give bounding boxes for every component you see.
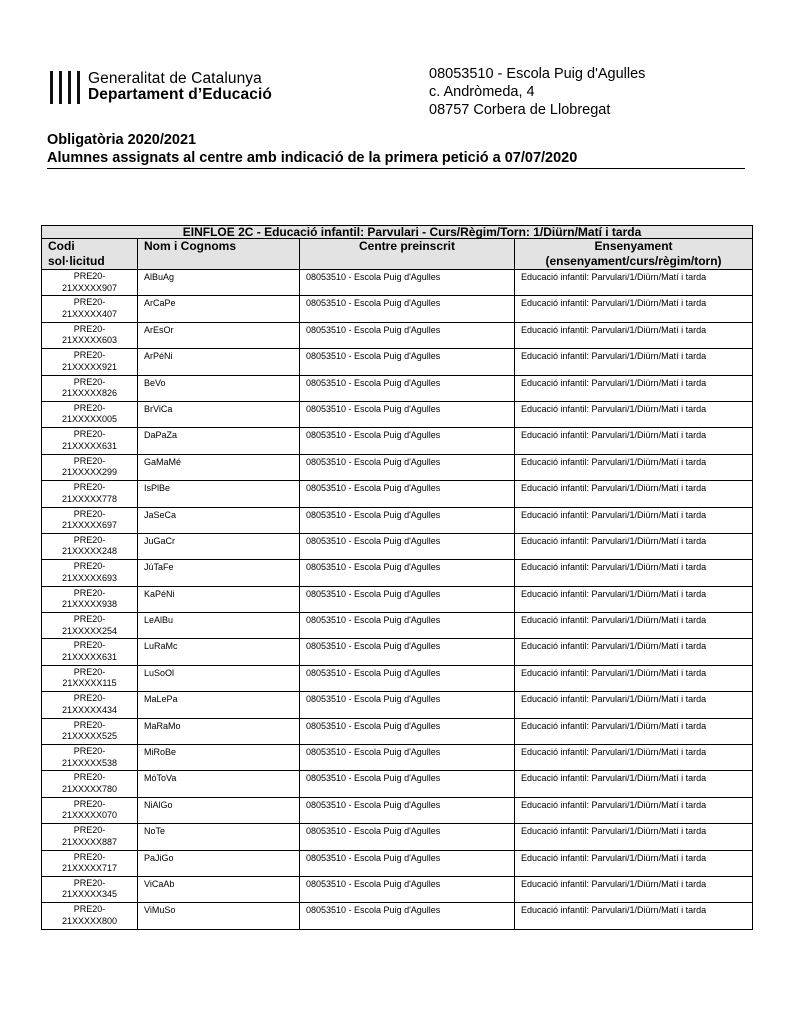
- table-row: [42, 797, 753, 823]
- codi-part: PRE20-: [73, 772, 106, 783]
- cell-codi: [42, 270, 138, 296]
- codi-part: 21XXXXX115: [62, 678, 117, 689]
- table-row: [42, 454, 753, 480]
- cell-nom: LuRaMc: [138, 639, 300, 665]
- table-row: [42, 692, 753, 718]
- cell-ensenyament: Educació infantil: Parvulari/1/Diürn/Matí i tarda: [515, 850, 753, 876]
- codi-part: 21XXXXX800: [61, 915, 118, 926]
- cell-nom: JúTaFe: [138, 560, 300, 586]
- codi-part: PRE20-: [73, 402, 106, 413]
- address-line: c. Andròmeda, 4: [429, 84, 535, 100]
- table-row: [42, 665, 753, 691]
- cell-centre: 08053510 - Escola Puig d'Agulles: [300, 560, 515, 586]
- senyera-icon: [50, 71, 80, 104]
- cell-nom: PaJiGo: [138, 850, 300, 876]
- org-line1: Generalitat de Catalunya: [88, 70, 262, 87]
- table-row: [42, 745, 753, 771]
- table-row: [42, 903, 753, 929]
- codi-part: 21XXXXX345: [61, 889, 118, 900]
- cell-ensenyament: Educació infantil: Parvulari/1/Diürn/Matí i tarda: [515, 375, 753, 401]
- codi-part: 21XXXXX921: [61, 361, 118, 372]
- column-header-ensenyament: [515, 239, 753, 270]
- table-row: [42, 560, 753, 586]
- table-row: [42, 428, 753, 454]
- cell-centre: 08053510 - Escola Puig d'Agulles: [300, 613, 515, 639]
- cell-nom: MaRaMo: [138, 718, 300, 744]
- codi-part: 21XXXXX780: [61, 783, 118, 794]
- codi-part: 21XXXXX434: [61, 704, 118, 715]
- codi-part: 21XXXXX603: [61, 335, 118, 346]
- cell-codi: [42, 824, 138, 850]
- cell-nom: IsPlBe: [138, 481, 300, 507]
- codi-part: 21XXXXX717: [61, 863, 118, 874]
- cell-centre: 08053510 - Escola Puig d'Agulles: [300, 322, 515, 348]
- cell-centre: 08053510 - Escola Puig d'Agulles: [300, 296, 515, 322]
- table-body: [42, 270, 753, 930]
- cell-centre: 08053510 - Escola Puig d'Agulles: [300, 428, 515, 454]
- cell-ensenyament: Educació infantil: Parvulari/1/Diürn/Matí i tarda: [515, 507, 753, 533]
- codi-part: PRE20-: [73, 534, 106, 545]
- cell-centre: 08053510 - Escola Puig d'Agulles: [300, 270, 515, 296]
- cell-nom: MiRoBe: [138, 745, 300, 771]
- cell-nom: DaPaZa: [138, 428, 300, 454]
- codi-part: PRE20-: [73, 297, 106, 308]
- title-line2: Alumnes assignats al centre amb indicació de la primera petició a 07/07/2020: [47, 150, 578, 166]
- cell-codi: [42, 375, 138, 401]
- table-row: [42, 586, 753, 612]
- cell-centre: 08053510 - Escola Puig d'Agulles: [300, 481, 515, 507]
- codi-part: PRE20-: [73, 666, 106, 677]
- codi-part: PRE20-: [73, 904, 106, 915]
- header-text: Codi: [48, 239, 75, 253]
- cell-codi: [42, 428, 138, 454]
- cell-ensenyament: Educació infantil: Parvulari/1/Diürn/Matí i tarda: [515, 401, 753, 427]
- cell-centre: 08053510 - Escola Puig d'Agulles: [300, 876, 515, 902]
- codi-part: PRE20-: [73, 877, 106, 888]
- cell-codi: [42, 692, 138, 718]
- column-header-centre: Centre preinscrit: [300, 239, 515, 270]
- codi-part: 21XXXXX005: [61, 414, 118, 425]
- organization-name: [88, 71, 272, 103]
- codi-part: PRE20-: [73, 429, 106, 440]
- codi-part: 21XXXXX525: [61, 731, 118, 742]
- table-row: [42, 639, 753, 665]
- cell-codi: [42, 903, 138, 929]
- cell-centre: 08053510 - Escola Puig d'Agulles: [300, 533, 515, 559]
- cell-nom: ArCaPe: [138, 296, 300, 322]
- cell-codi: [42, 401, 138, 427]
- cell-nom: MaLePa: [138, 692, 300, 718]
- codi-part: 21XXXXX248: [61, 546, 118, 557]
- header-text: (ensenyament/curs/règim/torn): [545, 254, 722, 268]
- cell-nom: NoTe: [138, 824, 300, 850]
- codi-part: 21XXXXX407: [61, 308, 118, 319]
- cell-nom: BrViCa: [138, 401, 300, 427]
- cell-nom: GaMaMé: [138, 454, 300, 480]
- school-address: [429, 65, 645, 119]
- section-title: EINFLOE 2C - Educació infantil: Parvulari - Curs/Règim/Torn: 1/Diürn/Matí i tarda: [42, 226, 753, 239]
- section-header-row: [42, 226, 753, 239]
- cell-codi: [42, 745, 138, 771]
- table-row: [42, 507, 753, 533]
- table-row: [42, 375, 753, 401]
- codi-part: PRE20-: [73, 798, 106, 809]
- cell-codi: [42, 718, 138, 744]
- cell-nom: MóToVa: [138, 771, 300, 797]
- cell-centre: 08053510 - Escola Puig d'Agulles: [300, 771, 515, 797]
- codi-part: PRE20-: [73, 271, 106, 281]
- codi-part: 21XXXXX938: [61, 599, 118, 610]
- cell-codi: [42, 665, 138, 691]
- cell-ensenyament: Educació infantil: Parvulari/1/Diürn/Matí i tarda: [515, 718, 753, 744]
- cell-ensenyament: Educació infantil: Parvulari/1/Diürn/Matí i tarda: [515, 639, 753, 665]
- cell-nom: ArPéNi: [138, 349, 300, 375]
- codi-part: 21XXXXX907: [61, 282, 118, 293]
- codi-part: 21XXXXX826: [61, 388, 118, 399]
- cell-ensenyament: Educació infantil: Parvulari/1/Diürn/Matí i tarda: [515, 454, 753, 480]
- cell-centre: 08053510 - Escola Puig d'Agulles: [300, 639, 515, 665]
- title-line1: Obligatòria 2020/2021: [47, 132, 197, 148]
- codi-part: PRE20-: [73, 825, 106, 836]
- cell-ensenyament: Educació infantil: Parvulari/1/Diürn/Matí i tarda: [515, 824, 753, 850]
- document-title: [47, 131, 745, 169]
- cell-centre: 08053510 - Escola Puig d'Agulles: [300, 375, 515, 401]
- codi-part: 21XXXXX070: [61, 810, 118, 821]
- cell-centre: 08053510 - Escola Puig d'Agulles: [300, 797, 515, 823]
- table-row: [42, 401, 753, 427]
- cell-nom: JuGaCr: [138, 533, 300, 559]
- cell-ensenyament: Educació infantil: Parvulari/1/Diürn/Matí i tarda: [515, 481, 753, 507]
- cell-codi: [42, 560, 138, 586]
- codi-part: 21XXXXX631: [61, 440, 118, 451]
- cell-centre: 08053510 - Escola Puig d'Agulles: [300, 903, 515, 929]
- cell-ensenyament: Educació infantil: Parvulari/1/Diürn/Matí i tarda: [515, 692, 753, 718]
- codi-part: PRE20-: [73, 693, 106, 704]
- cell-codi: [42, 613, 138, 639]
- codi-part: PRE20-: [73, 746, 106, 757]
- cell-codi: [42, 296, 138, 322]
- cell-ensenyament: Educació infantil: Parvulari/1/Diürn/Matí i tarda: [515, 533, 753, 559]
- students-table: [41, 225, 753, 930]
- codi-part: PRE20-: [73, 455, 106, 466]
- cell-ensenyament: Educació infantil: Parvulari/1/Diürn/Matí i tarda: [515, 296, 753, 322]
- codi-part: PRE20-: [73, 719, 106, 730]
- cell-codi: [42, 876, 138, 902]
- codi-part: 21XXXXX887: [61, 836, 118, 847]
- cell-centre: 08053510 - Escola Puig d'Agulles: [300, 665, 515, 691]
- cell-centre: 08053510 - Escola Puig d'Agulles: [300, 586, 515, 612]
- codi-part: PRE20-: [73, 851, 106, 862]
- codi-part: 21XXXXX778: [61, 493, 118, 504]
- table-row: [42, 718, 753, 744]
- cell-codi: [42, 850, 138, 876]
- cell-centre: 08053510 - Escola Puig d'Agulles: [300, 850, 515, 876]
- org-line2: Departament d’Educació: [88, 86, 272, 103]
- codi-part: PRE20-: [73, 376, 106, 387]
- table-row: [42, 876, 753, 902]
- cell-nom: AlBuAg: [138, 270, 300, 296]
- codi-part: 21XXXXX538: [61, 757, 118, 768]
- codi-part: PRE20-: [73, 508, 106, 519]
- table-row: [42, 322, 753, 348]
- cell-ensenyament: Educació infantil: Parvulari/1/Diürn/Matí i tarda: [515, 876, 753, 902]
- cell-centre: 08053510 - Escola Puig d'Agulles: [300, 718, 515, 744]
- codi-part: PRE20-: [73, 587, 106, 598]
- column-header-nom: Nom i Cognoms: [138, 239, 300, 270]
- cell-nom: LuSoOl: [138, 665, 300, 691]
- table-row: [42, 613, 753, 639]
- cell-centre: 08053510 - Escola Puig d'Agulles: [300, 824, 515, 850]
- cell-centre: 08053510 - Escola Puig d'Agulles: [300, 349, 515, 375]
- codi-part: PRE20-: [73, 614, 106, 625]
- address-line: 08053510 - Escola Puig d'Agulles: [429, 66, 646, 82]
- cell-nom: KaPéNi: [138, 586, 300, 612]
- codi-part: 21XXXXX697: [61, 520, 118, 531]
- codi-part: 21XXXXX631: [61, 651, 118, 662]
- cell-codi: [42, 349, 138, 375]
- cell-centre: 08053510 - Escola Puig d'Agulles: [300, 507, 515, 533]
- address-line: 08757 Corbera de Llobregat: [429, 102, 611, 118]
- cell-codi: [42, 771, 138, 797]
- cell-codi: [42, 454, 138, 480]
- table-row: [42, 349, 753, 375]
- codi-part: PRE20-: [73, 482, 106, 493]
- table-row: [42, 850, 753, 876]
- cell-codi: [42, 639, 138, 665]
- codi-part: PRE20-: [73, 640, 106, 651]
- cell-ensenyament: Educació infantil: Parvulari/1/Diürn/Matí i tarda: [515, 613, 753, 639]
- codi-part: 21XXXXX693: [61, 572, 118, 583]
- cell-nom: ViCaAb: [138, 876, 300, 902]
- cell-codi: [42, 586, 138, 612]
- codi-part: 21XXXXX299: [61, 467, 118, 478]
- column-header-codi: [42, 239, 138, 270]
- cell-nom: LeAlBu: [138, 613, 300, 639]
- table-row: [42, 270, 753, 296]
- header-text: Ensenyament: [594, 239, 673, 253]
- cell-ensenyament: Educació infantil: Parvulari/1/Diürn/Matí i tarda: [515, 797, 753, 823]
- table-row: [42, 481, 753, 507]
- cell-nom: ArEsOr: [138, 322, 300, 348]
- cell-nom: NiAlGo: [138, 797, 300, 823]
- cell-codi: [42, 507, 138, 533]
- table-row: [42, 771, 753, 797]
- cell-centre: 08053510 - Escola Puig d'Agulles: [300, 454, 515, 480]
- cell-ensenyament: Educació infantil: Parvulari/1/Diürn/Matí i tarda: [515, 428, 753, 454]
- codi-part: PRE20-: [73, 323, 106, 334]
- codi-part: PRE20-: [73, 350, 106, 361]
- cell-ensenyament: Educació infantil: Parvulari/1/Diürn/Matí i tarda: [515, 745, 753, 771]
- cell-codi: [42, 481, 138, 507]
- cell-codi: [42, 797, 138, 823]
- cell-ensenyament: Educació infantil: Parvulari/1/Diürn/Matí i tarda: [515, 560, 753, 586]
- cell-nom: BeVo: [138, 375, 300, 401]
- cell-codi: [42, 322, 138, 348]
- cell-ensenyament: Educació infantil: Parvulari/1/Diürn/Matí i tarda: [515, 771, 753, 797]
- cell-ensenyament: Educació infantil: Parvulari/1/Diürn/Matí i tarda: [515, 586, 753, 612]
- cell-ensenyament: Educació infantil: Parvulari/1/Diürn/Matí i tarda: [515, 322, 753, 348]
- cell-codi: [42, 533, 138, 559]
- header-text: sol·licitud: [48, 254, 105, 268]
- codi-part: 21XXXXX254: [61, 625, 118, 636]
- cell-centre: 08053510 - Escola Puig d'Agulles: [300, 745, 515, 771]
- cell-nom: JaSeCa: [138, 507, 300, 533]
- cell-ensenyament: Educació infantil: Parvulari/1/Diürn/Matí i tarda: [515, 270, 753, 296]
- table-row: [42, 296, 753, 322]
- table-row: [42, 533, 753, 559]
- table-row: [42, 824, 753, 850]
- codi-part: PRE20-: [73, 561, 106, 572]
- column-header-row: [42, 239, 753, 270]
- cell-centre: 08053510 - Escola Puig d'Agulles: [300, 692, 515, 718]
- cell-nom: ViMuSo: [138, 903, 300, 929]
- cell-ensenyament: Educació infantil: Parvulari/1/Diürn/Matí i tarda: [515, 903, 753, 929]
- cell-centre: 08053510 - Escola Puig d'Agulles: [300, 401, 515, 427]
- generalitat-logo: [50, 70, 272, 104]
- cell-ensenyament: Educació infantil: Parvulari/1/Diürn/Matí i tarda: [515, 665, 753, 691]
- cell-ensenyament: Educació infantil: Parvulari/1/Diürn/Matí i tarda: [515, 349, 753, 375]
